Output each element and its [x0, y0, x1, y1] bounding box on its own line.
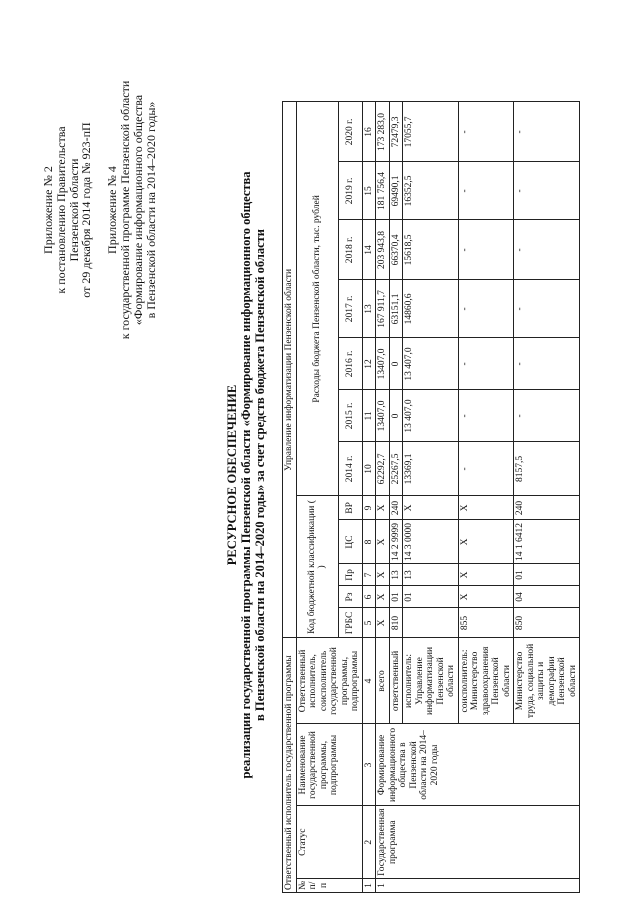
cs-cell: 14 2 9999 — [389, 520, 403, 564]
header-cell: Управление информатизации Пензенской области — [283, 102, 297, 638]
rz-cell: 04 — [514, 586, 580, 608]
vr-cell: Х — [458, 496, 514, 520]
header-cell: Ответственный исполнитель государственной программы — [283, 638, 297, 893]
value-cell: 8157,5 — [514, 442, 580, 496]
column-number: 1 — [362, 878, 376, 892]
header-cell: Ответственный исполнитель, соисполнитель государственной программы, подпрограммы — [296, 638, 362, 724]
value-cell: 17055,7 — [403, 102, 459, 162]
header-cell: ЦС — [338, 520, 362, 564]
value-cell: 62292,7 — [376, 442, 390, 496]
column-number: 8 — [362, 520, 376, 564]
pr-cell: 13 — [403, 564, 459, 586]
title-line: реализации государственной программы Пензенской области «Формирование информационного общества — [239, 171, 253, 779]
cs-cell: Х — [376, 520, 390, 564]
column-number: 11 — [362, 390, 376, 442]
cs-cell: Х — [458, 520, 514, 564]
column-number: 16 — [362, 102, 376, 162]
header-cell: ГРБС — [338, 608, 362, 638]
header-cell: 2018 г. — [338, 220, 362, 280]
value-cell: 203 943,8 — [376, 220, 390, 280]
header-cell: 2014 г. — [338, 442, 362, 496]
vr-cell: 240 — [514, 496, 580, 520]
column-number: 15 — [362, 162, 376, 220]
value-cell: 167 911,7 — [376, 280, 390, 338]
column-number: 7 — [362, 564, 376, 586]
value-cell: - — [514, 220, 580, 280]
rz-cell: Х — [458, 586, 514, 608]
appendix-4-line: к государственной программе Пензенской области — [117, 80, 132, 340]
column-number: 10 — [362, 442, 376, 496]
header-cell: Пр — [338, 564, 362, 586]
value-cell: - — [514, 390, 580, 442]
title-line: РЕСУРСНОЕ ОБЕСПЕЧЕНИЕ — [225, 384, 239, 566]
header-cell: 2020 г. — [338, 102, 362, 162]
appendix-2-line: к постановлению Правительства — [53, 126, 68, 294]
value-cell: 63151,1 — [389, 280, 403, 338]
appendix-4 — [106, 40, 157, 380]
table-row — [362, 102, 376, 893]
value-cell: 181 756,4 — [376, 162, 390, 220]
value-cell: - — [458, 390, 514, 442]
value-cell: 14860,6 — [403, 280, 459, 338]
value-cell: 15618,5 — [403, 220, 459, 280]
value-cell: 0 — [389, 338, 403, 390]
grbs-cell: 850 — [514, 608, 580, 638]
title-line: в Пензенской области на 2014–2020 годы» за счет средств бюджета Пензенской области — [253, 228, 267, 722]
column-number: 14 — [362, 220, 376, 280]
value-cell: - — [458, 280, 514, 338]
executor-cell: всего — [376, 638, 390, 724]
value-cell: - — [458, 338, 514, 390]
value-cell: - — [514, 280, 580, 338]
vr-cell: 240 — [389, 496, 403, 520]
program-name: Формирование информационного общества в Пензенской области на 2014–2020 годы — [376, 724, 580, 806]
header-cell: 2017 г. — [338, 280, 362, 338]
grbs-cell: Х — [376, 608, 390, 638]
table-row — [283, 102, 297, 893]
rz-cell: Х — [376, 586, 390, 608]
grbs-cell: 855 — [458, 608, 514, 638]
value-cell: - — [514, 102, 580, 162]
header-cell: 2019 г. — [338, 162, 362, 220]
table-row — [376, 102, 390, 893]
column-number: 5 — [362, 608, 376, 638]
cs-cell: 14 3 0000 — [403, 520, 459, 564]
column-number: 13 — [362, 280, 376, 338]
resource-table — [282, 101, 580, 893]
value-cell: 0 — [389, 390, 403, 442]
row-number: 1 — [376, 878, 580, 892]
appendix-4-line: в Пензенской области на 2014–2020 годы» — [143, 101, 158, 319]
value-cell: 13 407,0 — [403, 390, 459, 442]
grbs-cell — [403, 608, 459, 638]
value-cell: - — [458, 162, 514, 220]
value-cell: 25267,5 — [389, 442, 403, 496]
value-cell: - — [514, 162, 580, 220]
column-number: 9 — [362, 496, 376, 520]
appendix-header — [42, 40, 170, 380]
pr-cell: 13 — [389, 564, 403, 586]
header-cell: 2015 г. — [338, 390, 362, 442]
value-cell: 66370,4 — [389, 220, 403, 280]
value-cell: - — [458, 102, 514, 162]
value-cell: 173 283,0 — [376, 102, 390, 162]
header-cell: 2016 г. — [338, 338, 362, 390]
value-cell: 16352,5 — [403, 162, 459, 220]
program-status: Государственная программа — [376, 806, 580, 878]
document-title — [225, 65, 267, 885]
cs-cell: 14 1 6412 — [514, 520, 580, 564]
header-cell: Статус — [296, 806, 362, 878]
column-number: 2 — [362, 806, 376, 878]
executor-cell: исполнитель: Управление информатизации Пензенской области — [403, 638, 459, 724]
executor-cell: соисполнитель: Министерство здравоохранения Пензенской области — [458, 638, 514, 724]
appendix-2-line: Пензенской области — [66, 158, 81, 262]
executor-cell: Министерство труда, социальной защиты и демографии Пензенской области — [514, 638, 580, 724]
column-number: 6 — [362, 586, 376, 608]
header-cell: Рз — [338, 586, 362, 608]
column-number: 3 — [362, 724, 376, 806]
appendix-2 — [42, 40, 93, 380]
header-cell: Код бюджетной классификации ( ) — [296, 496, 338, 638]
pr-cell: Х — [376, 564, 390, 586]
value-cell: - — [514, 338, 580, 390]
appendix-4-line: Приложение № 4 — [105, 166, 120, 254]
header-cell: Расходы бюджета Пензенской области, тыс. рублей — [296, 102, 338, 496]
header-cell: Наименование государственной программы, подпрограммы — [296, 724, 362, 806]
vr-cell: Х — [376, 496, 390, 520]
value-cell: 13407,0 — [376, 390, 390, 442]
value-cell: 72479,3 — [389, 102, 403, 162]
executor-cell: ответственный — [389, 638, 403, 724]
header-cell: ВР — [338, 496, 362, 520]
value-cell: - — [458, 442, 514, 496]
value-cell: 13407,0 — [376, 338, 390, 390]
value-cell: 69490,1 — [389, 162, 403, 220]
vr-cell: Х — [403, 496, 459, 520]
appendix-4-line: «Формирование информационного общества — [130, 94, 145, 326]
header-cell: № п/п — [296, 878, 362, 892]
column-number: 4 — [362, 638, 376, 724]
table-row — [296, 102, 338, 893]
pr-cell: Х — [458, 564, 514, 586]
appendix-2-line: от 29 декабря 2014 года № 923-пП — [79, 122, 94, 298]
column-number: 12 — [362, 338, 376, 390]
rz-cell: 01 — [389, 586, 403, 608]
grbs-cell: 810 — [389, 608, 403, 638]
value-cell: - — [458, 220, 514, 280]
rz-cell: 01 — [403, 586, 459, 608]
appendix-2-line: Приложение № 2 — [41, 166, 55, 254]
value-cell: 13 407,0 — [403, 338, 459, 390]
pr-cell: 01 — [514, 564, 580, 586]
value-cell: 13369,1 — [403, 442, 459, 496]
